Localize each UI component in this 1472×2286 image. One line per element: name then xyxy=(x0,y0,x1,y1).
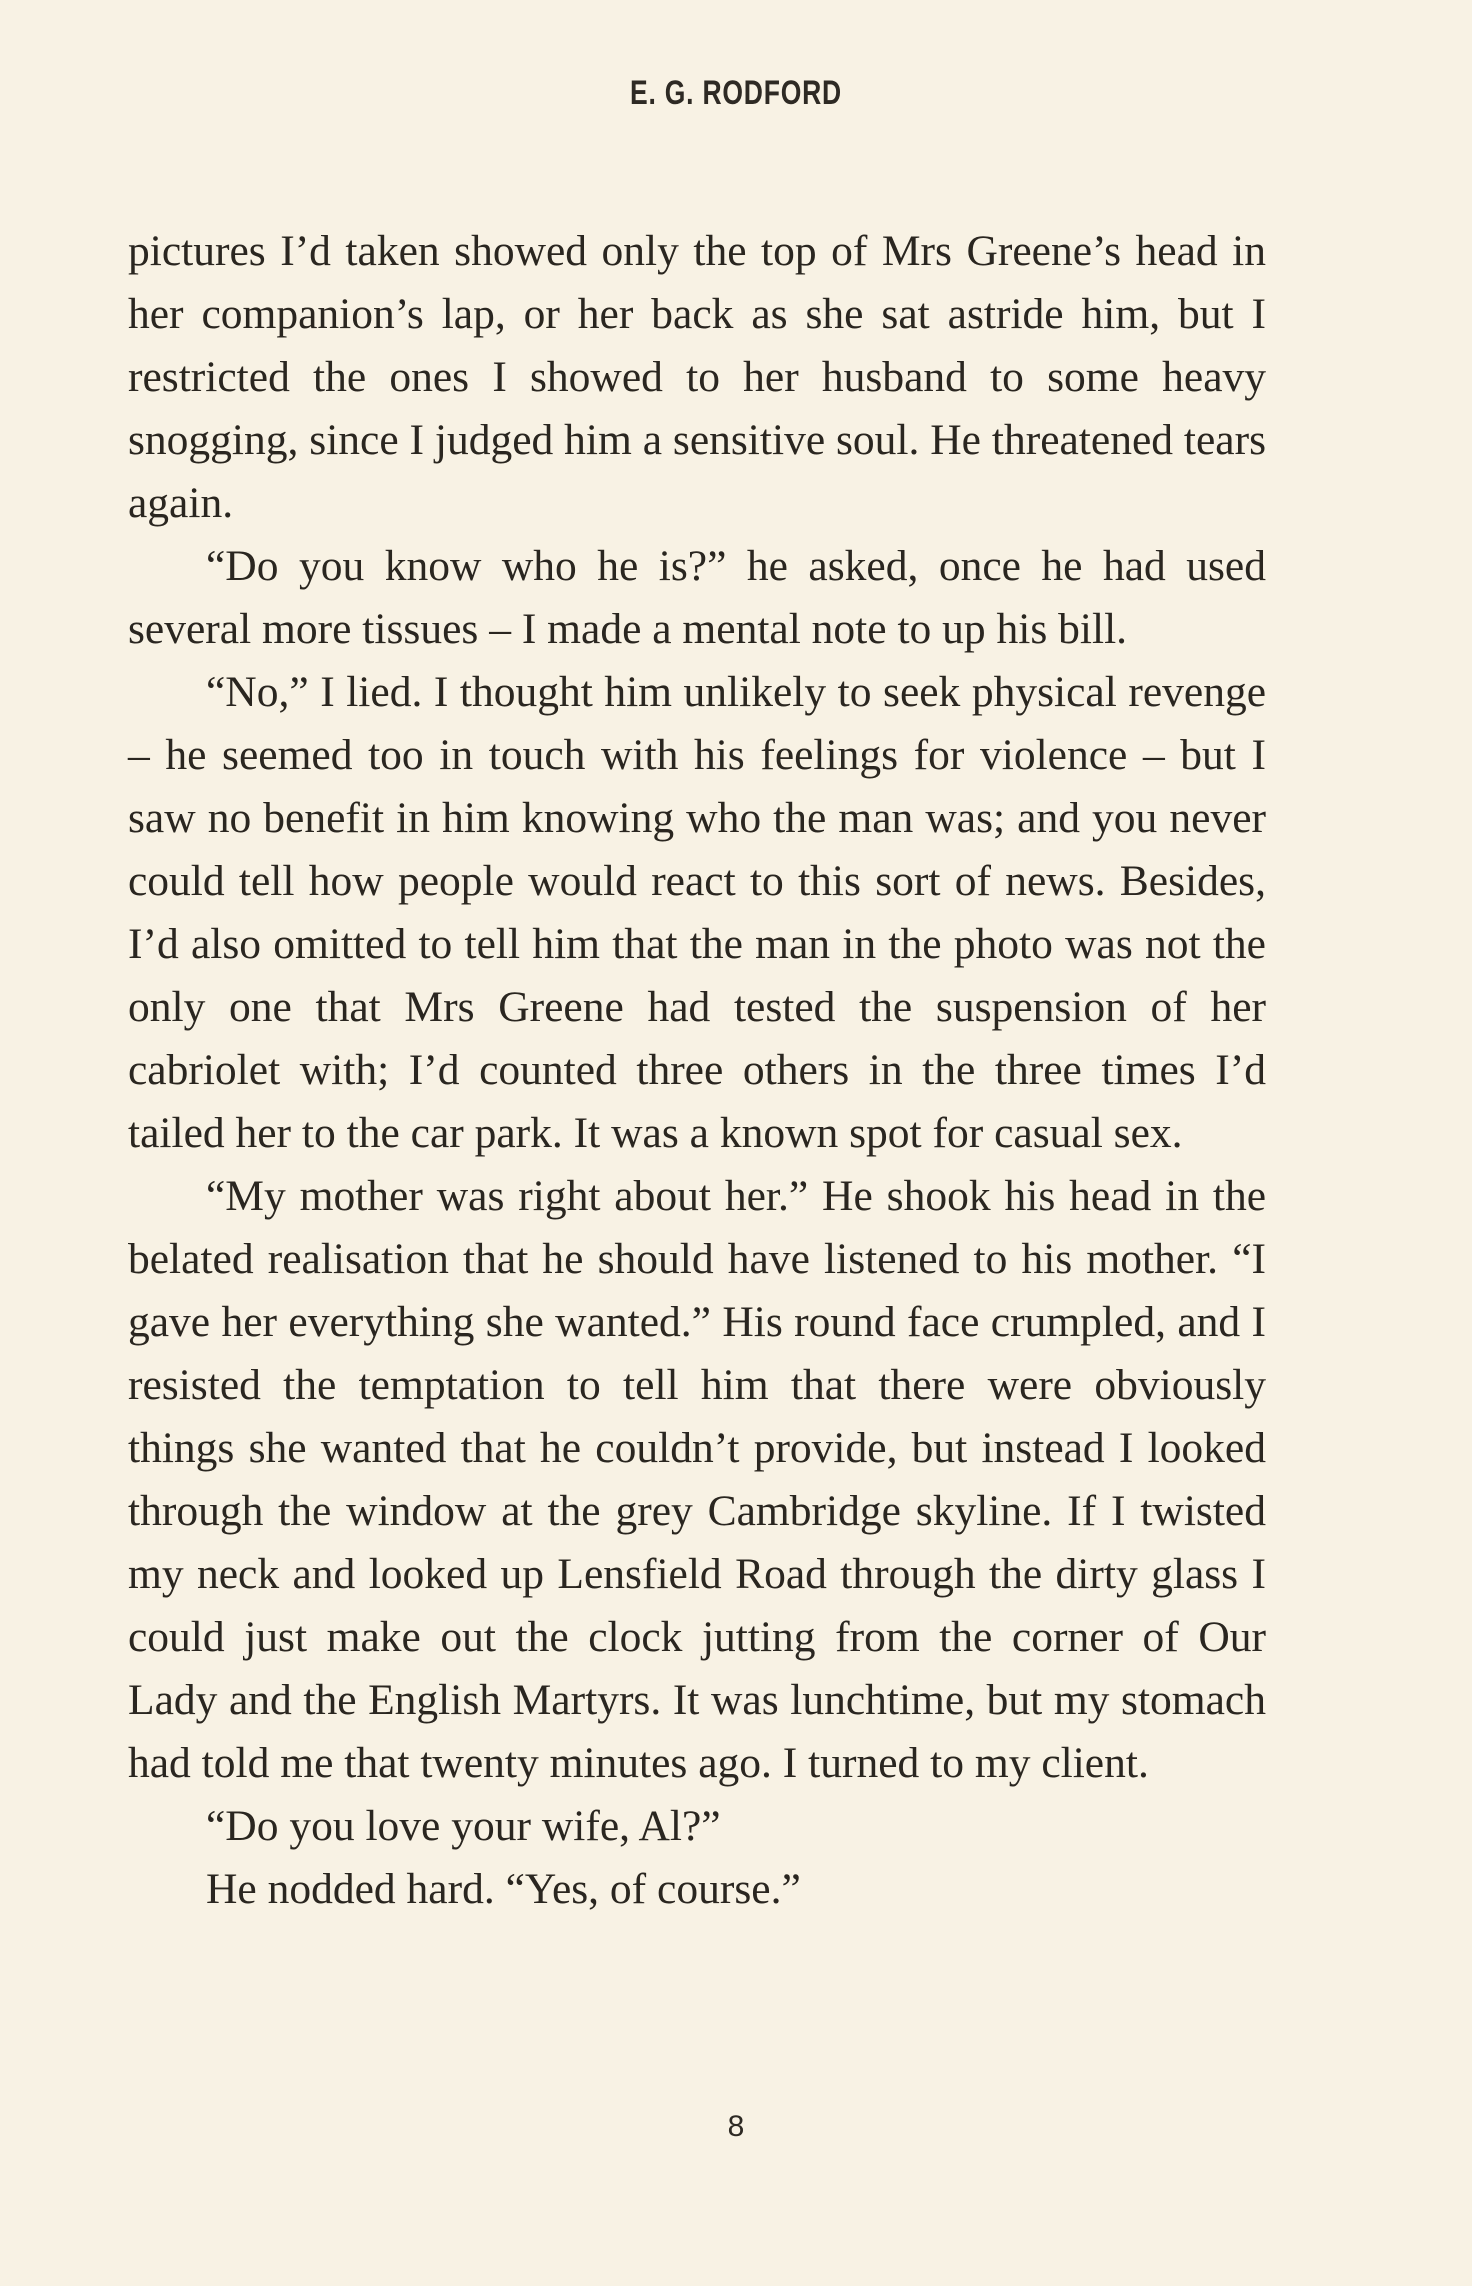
paragraph: “No,” I lied. I thought him unlikely to seek physical revenge – he seemed too in touch with his feelings for violence – but I saw no benefit in him knowing who the man was; and you never could tell how people would react to this sort of news. Besides, I’d also omitted to tell him that the man in the photo was not the only one that Mrs Greene had tested the suspension of her cabriolet with; I’d counted three others in the three times I’d tailed her to the car park. It was a known spot for casual sex. xyxy=(128,668,1266,1157)
paragraph: “Do you know who he is?” he asked, once he had used several more tissues – I made a mental note to up his bill. xyxy=(128,542,1266,653)
paragraph: “My mother was right about her.” He shook his head in the belated realisation that he should have listened to his mother. “I gave her everything she wanted.” His round face crumpled, and I resisted the temptation to tell him that there were obviously things she wanted that he couldn’t provide, but instead I looked through the window at the grey Cambridge skyline. If I twisted my neck and looked up Lensfield Road through the dirty glass I could just make out the clock jutting from the corner of Our Lady and the English Martyrs. It was lunchtime, but my stomach had told me that twenty minutes ago. I turned to my client. xyxy=(128,1172,1266,1787)
paragraph: “Do you love your wife, Al?” xyxy=(206,1802,721,1850)
paragraph-continued: pictures I’d taken showed only the top of Mrs Greene’s head in her companion’s lap, or her back as she sat astride him, but I restricted the ones I showed to her husband to some heavy snogging, since I judged him a sensitive soul. He threatened tears again. xyxy=(128,227,1266,527)
running-head: E. G. RODFORD xyxy=(629,74,842,112)
page-number: 8 xyxy=(727,2110,745,2143)
body-text xyxy=(128,220,1266,1921)
paragraph: He nodded hard. “Yes, of course.” xyxy=(206,1865,801,1913)
